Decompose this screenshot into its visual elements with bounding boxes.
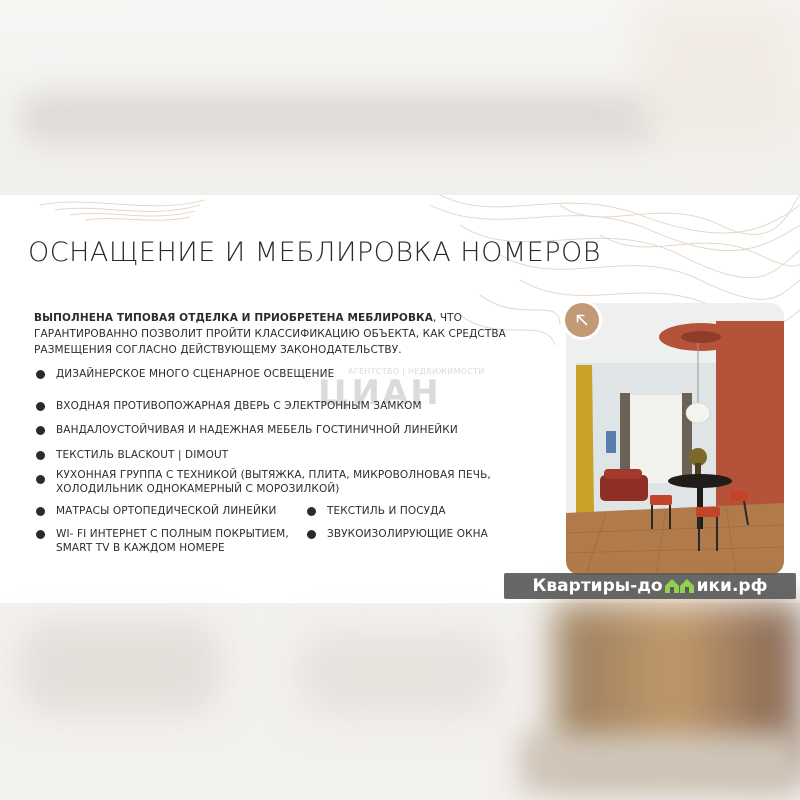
bullet-dot bbox=[36, 370, 45, 379]
site-name-part1: Квартиры-до bbox=[532, 576, 663, 596]
site-watermark-banner bbox=[504, 573, 796, 599]
interior-illustration bbox=[566, 303, 784, 575]
bullet-dot bbox=[36, 530, 45, 539]
feature-list bbox=[0, 195, 560, 603]
list-item-text: ВХОДНАЯ ПРОТИВОПОЖАРНАЯ ДВЕРЬ С ЭЛЕКТРОННЫМ ЗАМКОМ bbox=[56, 400, 422, 412]
intro-bold: ВЫПОЛНЕНА ТИПОВАЯ ОТДЕЛКА И ПРИОБРЕТЕНА МЕБЛИРОВКА bbox=[34, 312, 433, 324]
bullet-dot bbox=[36, 475, 45, 484]
list-item-text: ДИЗАЙНЕРСКОЕ МНОГО СЦЕНАРНОЕ ОСВЕЩЕНИЕ bbox=[56, 368, 335, 380]
list-item-text: ТЕКСТИЛЬ И ПОСУДА bbox=[327, 505, 446, 517]
list-item-text: WI- FI ИНТЕРНЕТ С ПОЛНЫМ ПОКРЫТИЕМ, SMART TV В КАЖДОМ НОМЕРЕ bbox=[56, 528, 289, 554]
blurred-shape bbox=[20, 623, 220, 713]
intro-rest: , ЧТО ГАРАНТИРОВАННО ПОЗВОЛИТ ПРОЙТИ КЛАССИФИКАЦИЮ ОБЪЕКТА, КАК СРЕДСТВА РАЗМЕЩЕНИЯ СОГЛАСНО ДЕЙСТВУЮЩЕМУ ЗАКОНОДАТЕЛЬСТВУ. bbox=[34, 312, 506, 356]
slide-title: ОСНАЩЕНИЕ И МЕБЛИРОВКА НОМЕРОВ bbox=[28, 237, 601, 268]
list-item bbox=[56, 468, 526, 496]
blurred-background-top bbox=[0, 0, 800, 195]
list-item-text: ТЕКСТИЛЬ BLACKOUT | DIMOUT bbox=[56, 449, 229, 461]
blurred-shape bbox=[520, 733, 800, 793]
list-item bbox=[56, 399, 456, 413]
site-name-part2: ики.рф bbox=[696, 576, 768, 596]
blurred-shape bbox=[300, 633, 500, 713]
blurred-corner bbox=[640, 0, 800, 140]
list-item-text: ЗВУКОИЗОЛИРУЮЩИЕ ОКНА bbox=[327, 528, 488, 540]
bullet-dot bbox=[36, 507, 45, 516]
list-item bbox=[56, 448, 356, 462]
interior-photo bbox=[566, 303, 784, 575]
blurred-background-bottom bbox=[0, 603, 800, 800]
bullet-dot bbox=[307, 507, 316, 516]
list-item bbox=[56, 367, 356, 381]
watermark-subtitle: АГЕНТСТВО | НЕДВИЖИМОСТИ bbox=[348, 367, 485, 376]
arrow-up-left-glyph bbox=[573, 311, 591, 329]
list-item-text: КУХОННАЯ ГРУППА С ТЕХНИКОЙ (ВЫТЯЖКА, ПЛИТА, МИКРОВОЛНОВАЯ ПЕЧЬ, ХОЛОДИЛЬНИК ОДНОКАМЕРНЫЙ С МОРОЗИЛКОЙ) bbox=[56, 469, 491, 495]
list-item bbox=[327, 527, 547, 541]
list-item-text: МАТРАСЫ ОРТОПЕДИЧЕСКОЙ ЛИНЕЙКИ bbox=[56, 505, 277, 517]
list-item bbox=[327, 504, 547, 518]
list-item bbox=[56, 504, 296, 518]
bullet-dot bbox=[36, 451, 45, 460]
bullet-dot bbox=[36, 402, 45, 411]
bullet-dot bbox=[36, 426, 45, 435]
list-item-text: ВАНДАЛОУСТОЙЧИВАЯ И НАДЕЖНАЯ МЕБЕЛЬ ГОСТИНИЧНОЙ ЛИНЕЙКИ bbox=[56, 424, 458, 436]
list-item bbox=[56, 423, 476, 437]
bullet-dot bbox=[307, 530, 316, 539]
house-icon bbox=[663, 576, 697, 602]
presentation-slide bbox=[0, 195, 800, 603]
arrow-up-left-icon[interactable] bbox=[565, 303, 599, 337]
watermark-logo: ЦИАН bbox=[318, 373, 441, 413]
blurred-text-band bbox=[20, 92, 660, 144]
list-item bbox=[56, 527, 301, 555]
